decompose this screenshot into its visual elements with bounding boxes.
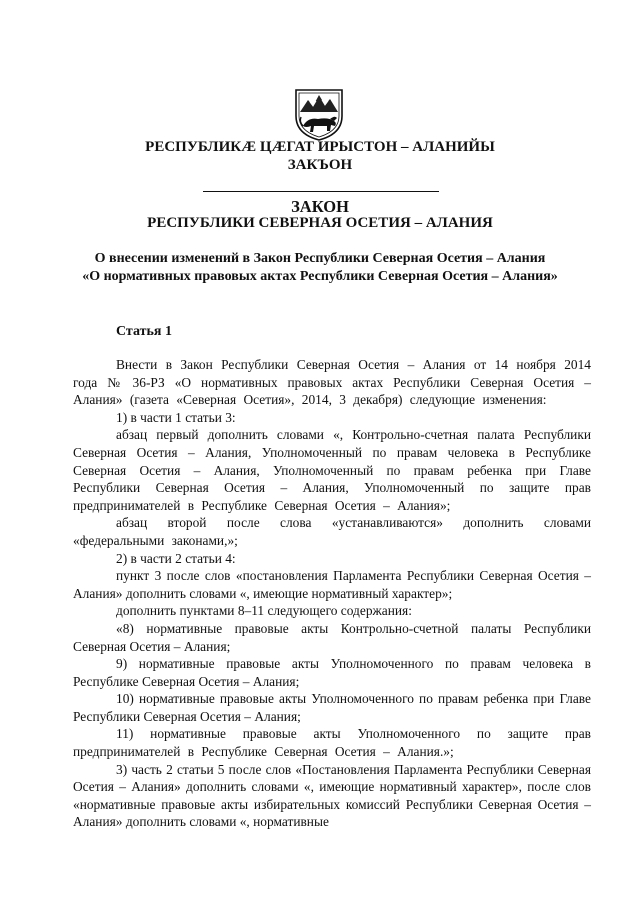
paragraph-point-9: 9) нормативные правовые акты Уполномоченного по правам человека в Республике Северная Осетия – Алания; <box>73 656 591 689</box>
paragraph-point-8: «8) нормативные правовые акты Контрольно-счетной палаты Республики Северная Осетия – Алания; <box>73 620 591 654</box>
law-title-line-1: О внесении изменений в Закон Республики Северная Осетия – Алания <box>94 251 546 266</box>
article-heading: Статья 1 <box>116 324 172 339</box>
paragraph-item-3: 3) часть 2 статьи 5 после слов «Постановления Парламента Республики Северная Осетия – Алания» дополнить словами «, имеющие нормативный характер», после слов «нормативные правовые акты избирательных комиссий Республики Северная Осетия – Алания» дополнить словами «, нормативные <box>73 761 591 830</box>
paragraph-item-2-b: дополнить пунктами 8–11 следующего содержания: <box>116 603 412 619</box>
paragraph-item-2-a: пункт 3 после слов «постановления Парламента Республики Северная Осетия – Алания» дополнить словами «, имеющие нормативный характер»; <box>73 568 591 601</box>
paragraph-item-1: 1) в части 1 статьи 3: <box>116 409 236 425</box>
paragraph-point-10: 10) нормативные правовые акты Уполномоченного по правам ребенка при Главе Республики Северная Осетия – Алания; <box>73 691 591 724</box>
article-body <box>73 356 591 831</box>
header-divider <box>203 191 439 192</box>
paragraph-point-11: 11) нормативные правовые акты Уполномоченного по защите прав предпринимателей в Республике Северная Осетия – Алания.»; <box>73 726 591 760</box>
coat-of-arms-leopard-mountains-icon <box>290 86 348 142</box>
paragraph-item-2: 2) в части 2 статьи 4: <box>116 550 236 566</box>
law-title-line-2: «О нормативных правовых актах Республики Северная Осетия – Алания» <box>82 269 558 284</box>
paragraph-item-1-b: абзац второй после слова «устанавливаются» дополнить словами «федеральными законами,»; <box>73 515 591 548</box>
law-word-ossetian: ЗАКЪОН <box>287 157 353 173</box>
law-word-russian: ЗАКОН <box>291 197 349 216</box>
paragraph-intro: Внести в Закон Республики Северная Осетия – Алания от 14 ноября 2014 года № 36-РЗ «О нормативных правовых актах Республики Северная Осетия – Алания» (газета «Северная Осетия», 2014, 3 декабря) следующие изменения: <box>73 357 591 408</box>
republic-name-ossetian: РЕСПУБЛИКӔ ЦӔГАТ ИРЫСТОН – АЛАНИЙЫ <box>145 139 495 155</box>
republic-name-russian: РЕСПУБЛИКИ СЕВЕРНАЯ ОСЕТИЯ – АЛАНИЯ <box>147 215 493 231</box>
paragraph-item-1-a: абзац первый дополнить словами «, Контрольно-счетная палата Республики Северная Осетия – Алания, Уполномоченный по правам человека в Республике Северная Осетия – Алания, Уполномоченный по правам ребенка при Главе Республики Северная Осетия – Алания, Уполномоченный по защите прав предпринимателей в Республике Северная Осетия – Алания»; <box>73 427 591 513</box>
